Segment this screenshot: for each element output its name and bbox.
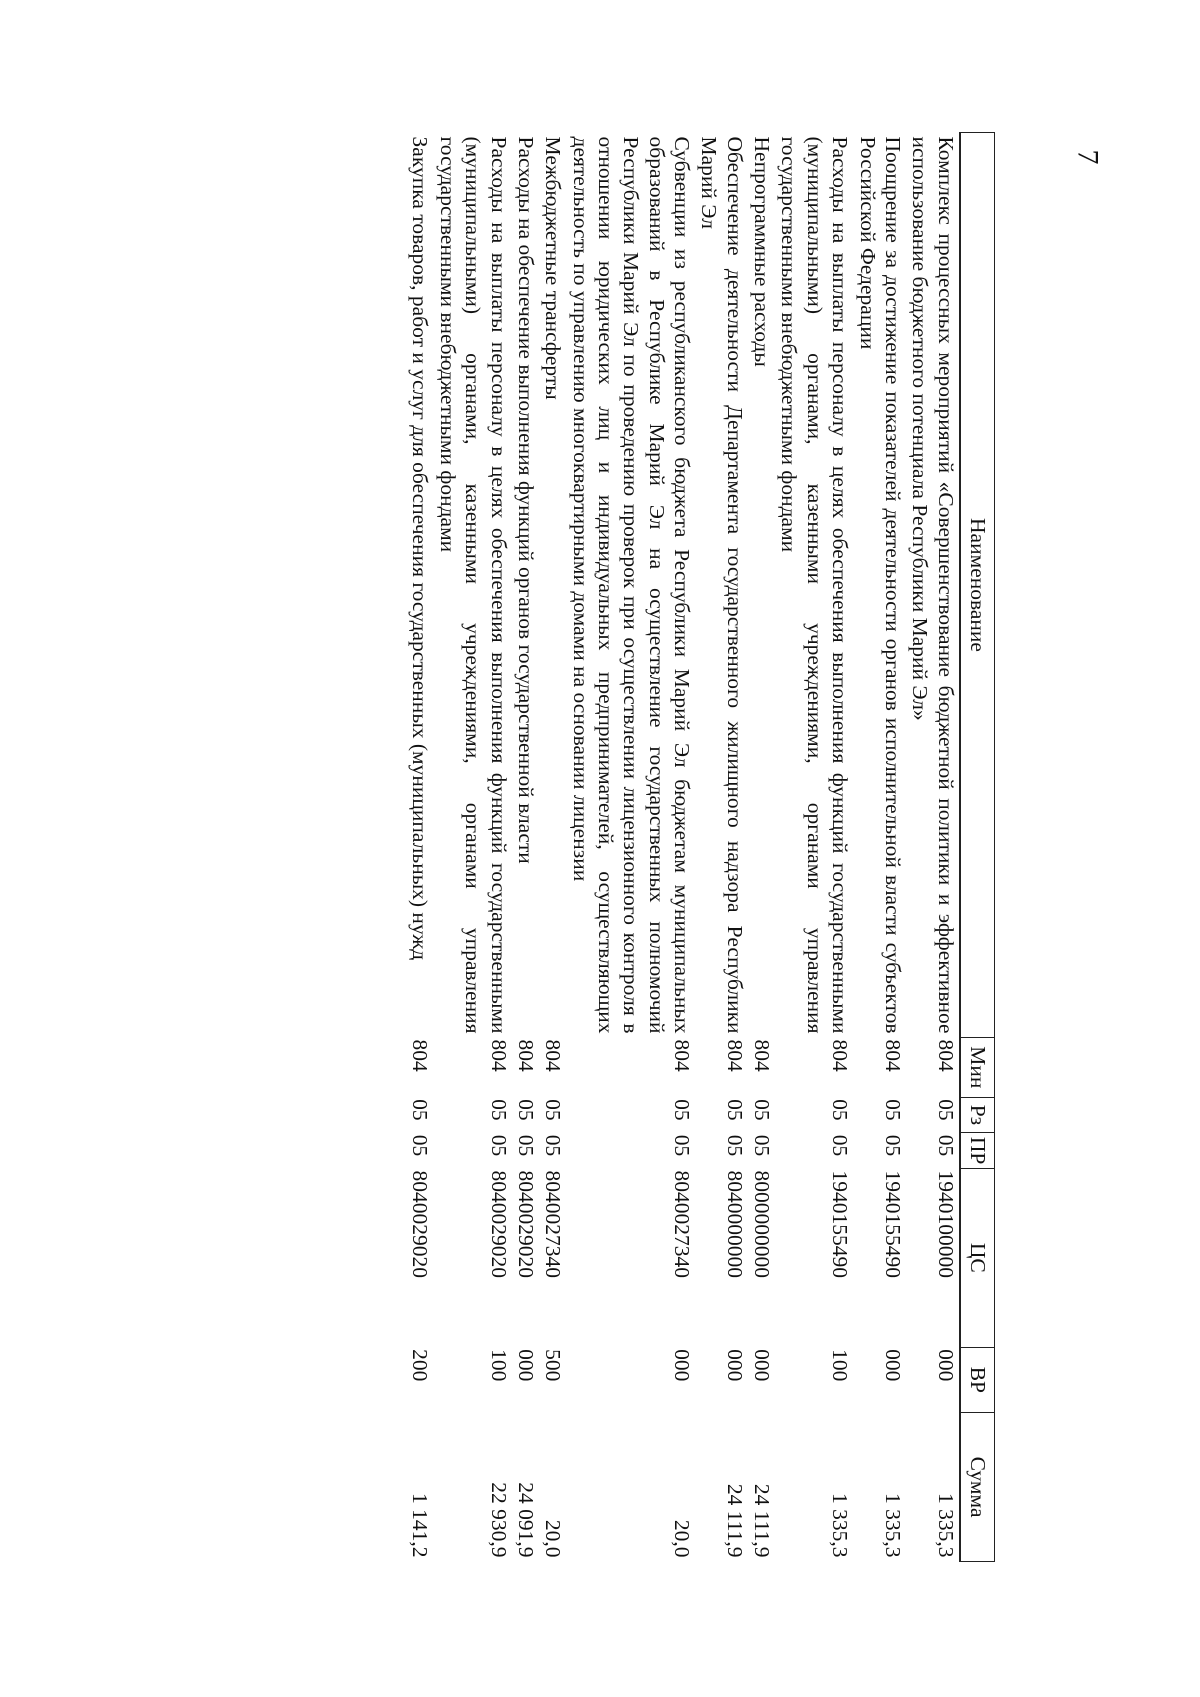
cell-name: Обеспечение деятельности Департамента государственного жилищного надзора Республики Марий Эл bbox=[697, 136, 747, 1034]
cell-vr: 100 bbox=[486, 1349, 511, 1382]
cell-rz: 05 bbox=[670, 1099, 695, 1121]
cell-pr: 05 bbox=[880, 1134, 905, 1157]
header-rz: Рз bbox=[960, 1097, 995, 1133]
header-vr: ВР bbox=[960, 1347, 995, 1412]
cell-min: 804 bbox=[541, 1039, 566, 1072]
cell-min: 804 bbox=[828, 1039, 853, 1072]
cell-pr: 05 bbox=[933, 1134, 958, 1157]
header-name: Наименование bbox=[960, 133, 995, 1038]
cell-rz: 05 bbox=[486, 1099, 511, 1121]
cell-sum: 24 111,9 bbox=[722, 1483, 747, 1558]
cell-rz: 05 bbox=[513, 1099, 538, 1121]
cell-vr: 000 bbox=[722, 1349, 747, 1382]
cell-min: 804 bbox=[933, 1039, 958, 1072]
cell-sum: 1 335,3 bbox=[828, 1493, 853, 1558]
cell-pr: 05 bbox=[486, 1134, 511, 1157]
table-header bbox=[960, 133, 995, 1562]
cell-name: Комплекс процессных мероприятий «Совершенствование бюджетной политики и эффективное использование бюджетного потенциала Республики Марий Эл» bbox=[908, 136, 958, 1034]
cell-sum: 24 091,9 bbox=[513, 1482, 538, 1558]
cell-name: Закупка товаров, работ и услуг для обеспечения государственных (муниципальных) нужд bbox=[408, 136, 433, 961]
cell-sum: 1 335,3 bbox=[880, 1493, 905, 1558]
cell-sum: 24 111,9 bbox=[750, 1483, 775, 1558]
cell-pr: 05 bbox=[670, 1134, 695, 1157]
table-row bbox=[853, 133, 906, 1562]
page-number: 7 bbox=[1071, 149, 1105, 165]
rotated-table-wrapper bbox=[205, 132, 995, 1562]
cell-sum: 20,0 bbox=[670, 1519, 695, 1558]
table-body bbox=[406, 133, 960, 1562]
cell-vr: 000 bbox=[880, 1349, 905, 1382]
table-row bbox=[406, 133, 433, 1562]
table-row bbox=[433, 133, 511, 1562]
cell-sum: 20,0 bbox=[541, 1519, 566, 1558]
cell-name: Непрограммные расходы bbox=[750, 136, 775, 367]
cell-rz: 05 bbox=[408, 1099, 433, 1121]
cell-name: Субвенции из республиканского бюджета Республики Марий Эл бюджетам муниципальных образований в Республике Марий Эл на осуществление государственных полномочий Республики Марий Эл по проведению проверок при осуществлении лицензионного контроля в отношении юридических лиц и индивидуальных предпринимателей, осуществляющих деятельность по управлению многоквартирными домами на основании лицензии bbox=[568, 136, 695, 1034]
budget-table bbox=[406, 132, 995, 1562]
cell-name: Поощрение за достижение показателей деятельности органов исполнительной власти субъектов Российской Федерации bbox=[855, 136, 905, 1034]
cell-min: 804 bbox=[408, 1039, 433, 1072]
cell-cs: 8040029020 bbox=[486, 1170, 511, 1278]
table-row bbox=[748, 133, 775, 1562]
cell-cs: 1940100000 bbox=[933, 1170, 958, 1278]
cell-cs: 8040029020 bbox=[408, 1170, 433, 1278]
cell-rz: 05 bbox=[933, 1099, 958, 1121]
cell-pr: 05 bbox=[513, 1134, 538, 1157]
cell-vr: 000 bbox=[750, 1349, 775, 1382]
cell-rz: 05 bbox=[880, 1099, 905, 1121]
cell-min: 804 bbox=[880, 1039, 905, 1072]
cell-pr: 05 bbox=[750, 1134, 775, 1157]
cell-min: 804 bbox=[750, 1039, 775, 1072]
cell-min: 804 bbox=[670, 1039, 695, 1072]
header-cs: ЦС bbox=[960, 1169, 995, 1348]
cell-pr: 05 bbox=[722, 1134, 747, 1157]
cell-sum: 22 930,9 bbox=[486, 1482, 511, 1558]
cell-cs: 8040000000 bbox=[722, 1170, 747, 1278]
cell-cs: 8040027340 bbox=[670, 1170, 695, 1278]
cell-pr: 05 bbox=[541, 1134, 566, 1157]
cell-vr: 000 bbox=[933, 1349, 958, 1382]
table-row bbox=[695, 133, 748, 1562]
cell-min: 804 bbox=[486, 1039, 511, 1072]
cell-vr: 100 bbox=[828, 1349, 853, 1382]
cell-sum: 1 335,3 bbox=[933, 1493, 958, 1558]
cell-rz: 05 bbox=[722, 1099, 747, 1121]
header-min: Мин bbox=[960, 1038, 995, 1098]
table-row bbox=[539, 133, 566, 1562]
cell-vr: 000 bbox=[670, 1349, 695, 1382]
cell-min: 804 bbox=[513, 1039, 538, 1072]
cell-vr: 500 bbox=[541, 1349, 566, 1382]
cell-name: Расходы на выплаты персоналу в целях обеспечения выполнения функций государственными (муниципальными) органами, казенными учреждениями, органами управления государственными внебюджетными фондами bbox=[435, 136, 511, 1034]
table-row bbox=[512, 133, 539, 1562]
table-row bbox=[906, 133, 960, 1562]
cell-cs: 1940155490 bbox=[880, 1170, 905, 1278]
cell-vr: 000 bbox=[513, 1349, 538, 1382]
cell-rz: 05 bbox=[541, 1099, 566, 1121]
cell-name: Межбюджетные трансферты bbox=[541, 136, 566, 400]
cell-sum: 1 141,2 bbox=[408, 1493, 433, 1558]
cell-cs: 8000000000 bbox=[750, 1170, 775, 1278]
cell-vr: 200 bbox=[408, 1349, 433, 1382]
cell-min: 804 bbox=[722, 1039, 747, 1072]
header-pr: ПР bbox=[960, 1133, 995, 1169]
cell-cs: 8040029020 bbox=[513, 1170, 538, 1278]
cell-name: Расходы на выплаты персоналу в целях обеспечения выполнения функций государственными (муниципальными) органами, казенными учреждениями, органами управления государственными внебюджетными фондами bbox=[777, 136, 853, 1034]
cell-cs: 8040027340 bbox=[541, 1170, 566, 1278]
header-sum: Сумма bbox=[960, 1413, 995, 1562]
cell-name: Расходы на обеспечение выполнения функций органов государственной власти bbox=[513, 136, 538, 864]
cell-rz: 05 bbox=[828, 1099, 853, 1121]
cell-cs: 1940155490 bbox=[828, 1170, 853, 1278]
table-row bbox=[566, 133, 695, 1562]
cell-rz: 05 bbox=[750, 1099, 775, 1121]
table-row bbox=[775, 133, 853, 1562]
cell-pr: 05 bbox=[408, 1134, 433, 1157]
cell-pr: 05 bbox=[828, 1134, 853, 1157]
